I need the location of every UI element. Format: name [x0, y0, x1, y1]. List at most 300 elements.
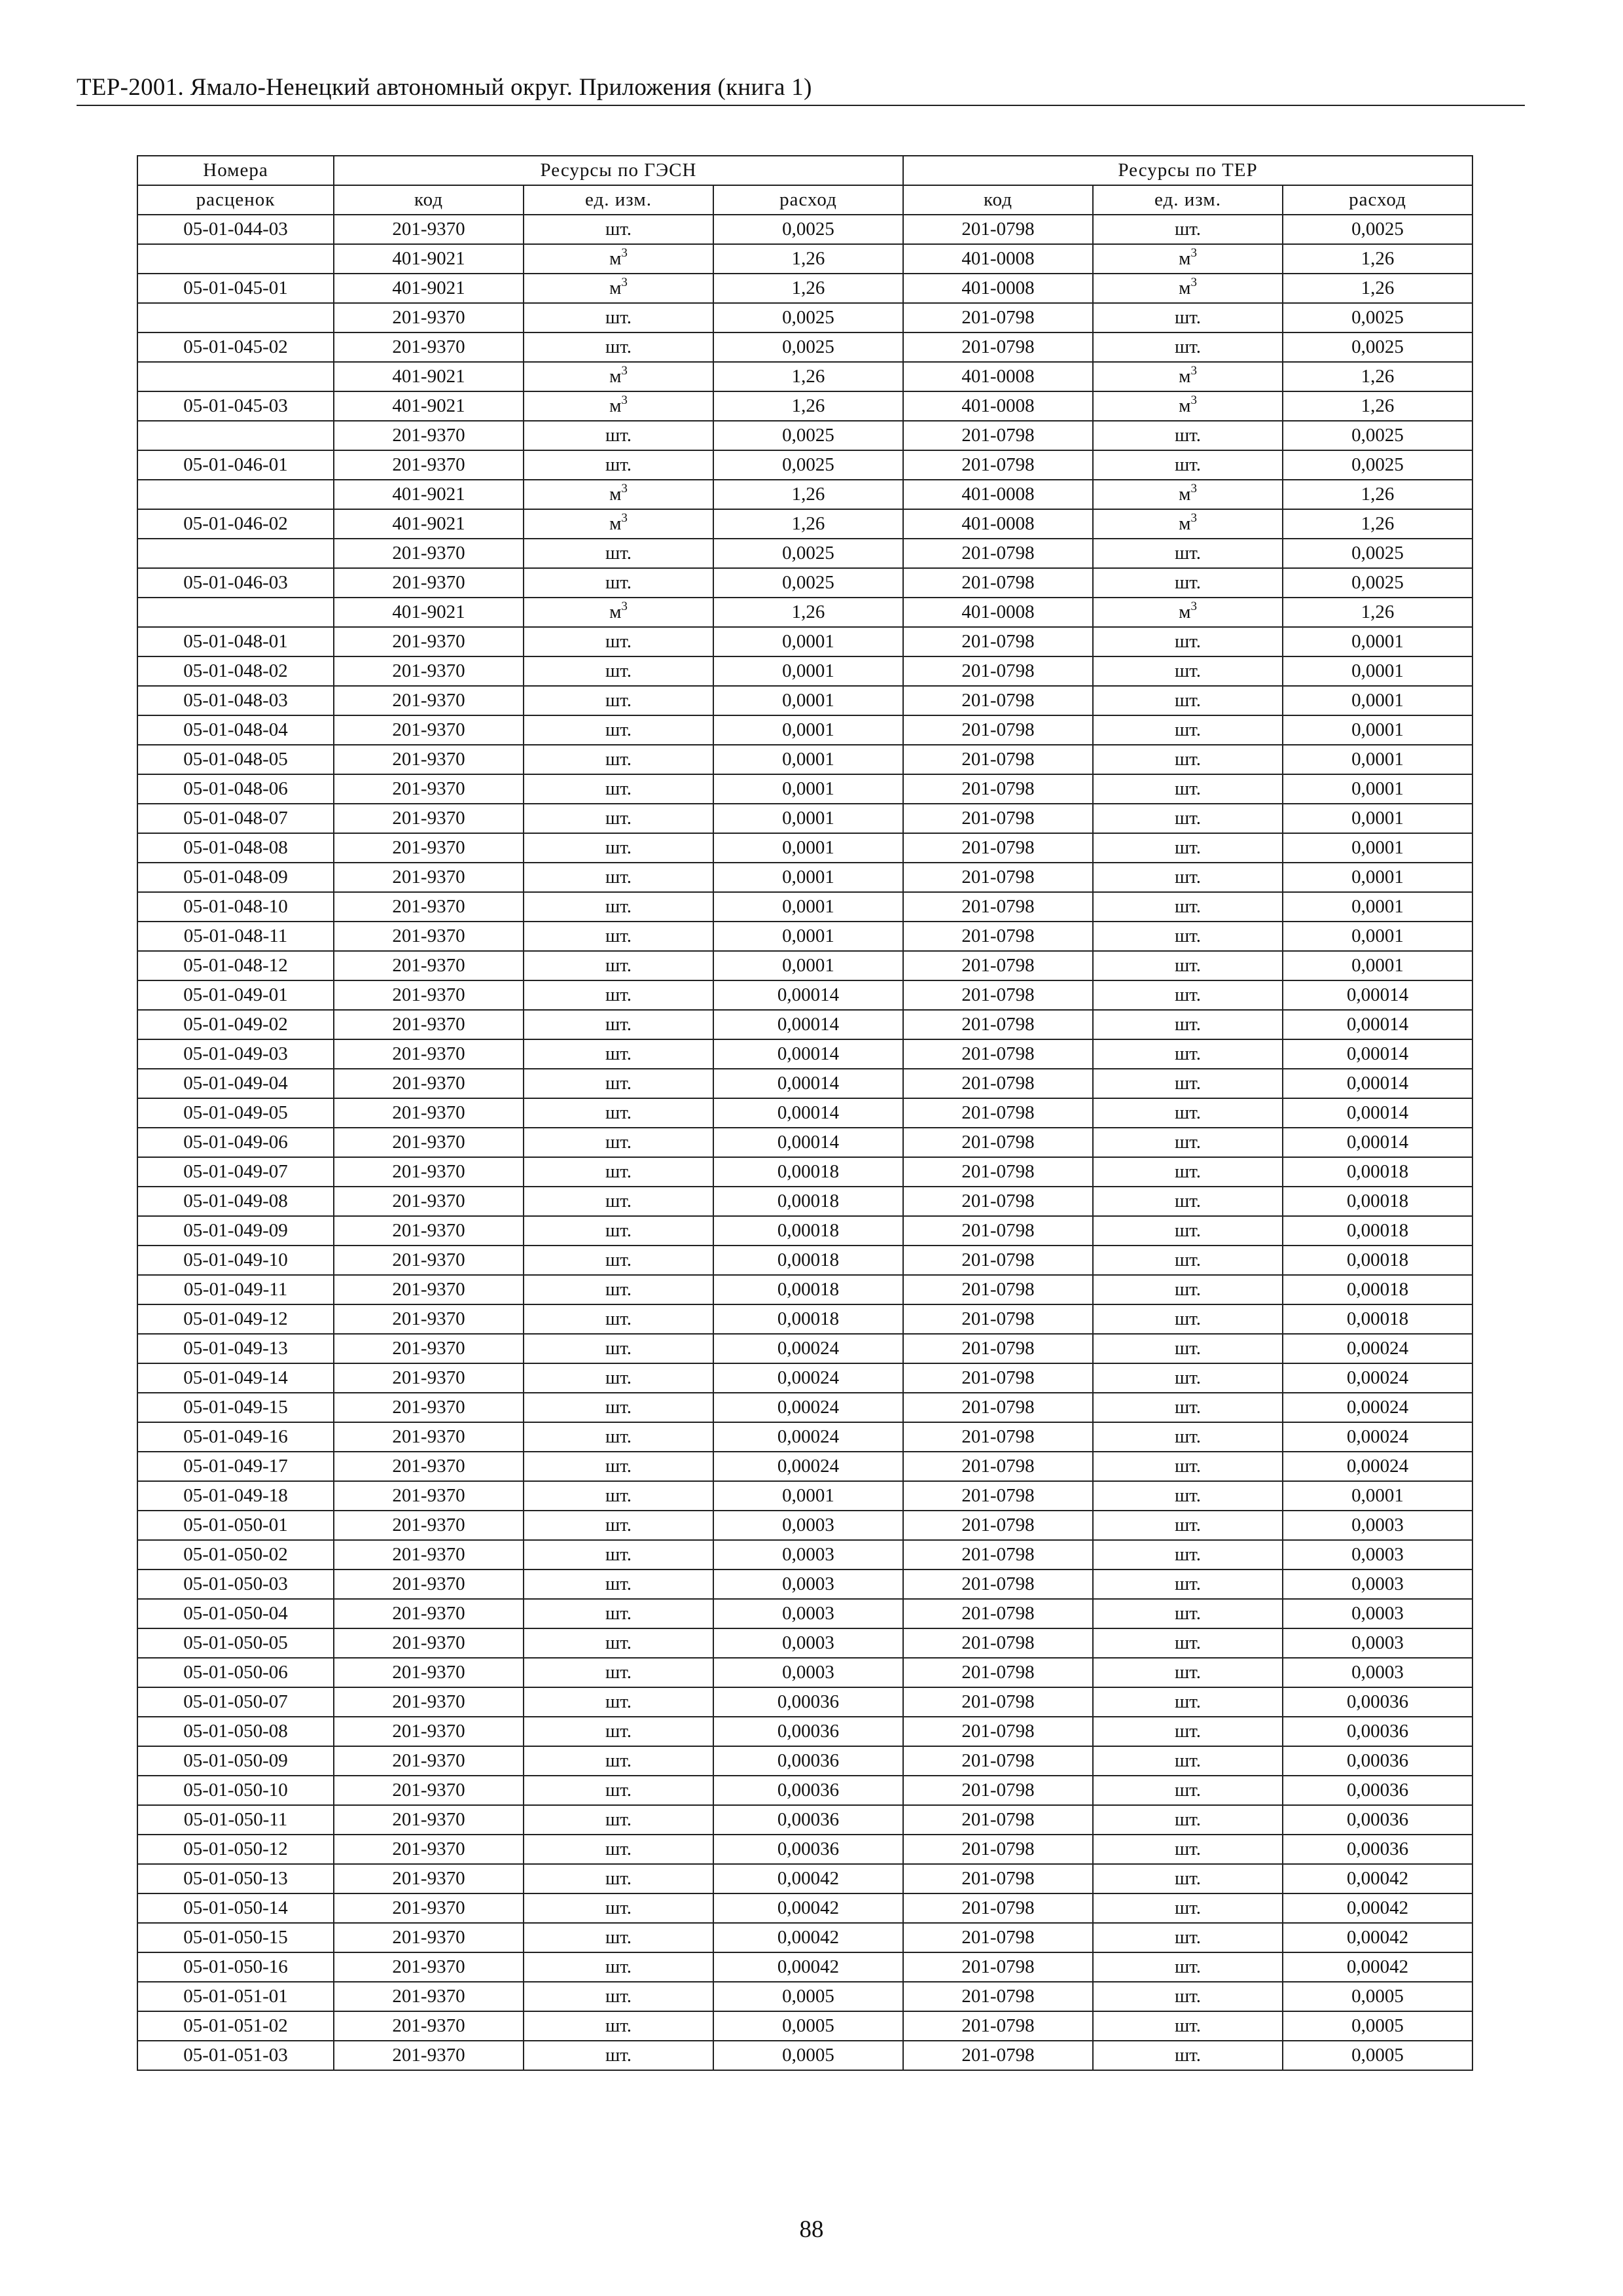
ter-code-cell: 201-0798 — [903, 1187, 1093, 1216]
rate-number-cell — [137, 480, 334, 509]
gesn-amount-cell: 1,26 — [713, 509, 903, 539]
ter-unit-cell: $м^3$ — [1093, 391, 1283, 421]
gesn-amount-cell: 0,00014 — [713, 1069, 903, 1098]
header-ter-unit: ед. изм. — [1093, 185, 1283, 215]
table-row — [137, 1157, 1472, 1187]
gesn-amount-cell: 0,0001 — [713, 715, 903, 745]
ter-amount-cell: 0,00018 — [1283, 1304, 1472, 1334]
ter-unit-cell: шт. — [1093, 568, 1283, 598]
gesn-amount-cell: 0,0005 — [713, 1982, 903, 2011]
rate-number-cell: 05-01-048-01 — [137, 627, 334, 656]
ter-amount-cell: 0,00024 — [1283, 1334, 1472, 1363]
gesn-unit-cell: шт. — [524, 1864, 713, 1893]
gesn-amount-cell: 0,00018 — [713, 1275, 903, 1304]
ter-code-cell: 201-0798 — [903, 656, 1093, 686]
ter-amount-cell: 1,26 — [1283, 244, 1472, 274]
ter-code-cell: 201-0798 — [903, 1717, 1093, 1746]
ter-code-cell: 201-0798 — [903, 1039, 1093, 1069]
ter-amount-cell: 0,00036 — [1283, 1805, 1472, 1835]
rate-number-cell: 05-01-048-03 — [137, 686, 334, 715]
gesn-amount-cell: 0,00036 — [713, 1717, 903, 1746]
ter-unit-cell: шт. — [1093, 1304, 1283, 1334]
gesn-amount-cell: 0,0001 — [713, 745, 903, 774]
ter-amount-cell: 0,00024 — [1283, 1452, 1472, 1481]
table-row — [137, 1246, 1472, 1275]
gesn-code-cell: 201-9370 — [334, 1334, 524, 1363]
ter-code-cell: 201-0798 — [903, 863, 1093, 892]
rate-number-cell: 05-01-049-15 — [137, 1393, 334, 1422]
ter-amount-cell: 0,00014 — [1283, 1069, 1472, 1098]
gesn-unit-cell: шт. — [524, 1481, 713, 1511]
ter-unit-cell: шт. — [1093, 1952, 1283, 1982]
ter-unit-cell: шт. — [1093, 1628, 1283, 1658]
gesn-code-cell: 201-9370 — [334, 715, 524, 745]
gesn-unit-cell: шт. — [524, 1540, 713, 1570]
gesn-amount-cell: 0,0003 — [713, 1658, 903, 1687]
gesn-amount-cell: 1,26 — [713, 598, 903, 627]
ter-unit-cell: шт. — [1093, 1923, 1283, 1952]
gesn-code-cell: 201-9370 — [334, 1481, 524, 1511]
ter-amount-cell: 0,0025 — [1283, 539, 1472, 568]
ter-unit-cell: шт. — [1093, 745, 1283, 774]
gesn-code-cell: 201-9370 — [334, 804, 524, 833]
table-row — [137, 1717, 1472, 1746]
gesn-code-cell: 401-9021 — [334, 480, 524, 509]
rate-number-cell: 05-01-050-06 — [137, 1658, 334, 1687]
rate-number-cell: 05-01-046-01 — [137, 450, 334, 480]
rate-number-cell: 05-01-049-04 — [137, 1069, 334, 1098]
ter-amount-cell: 0,0003 — [1283, 1540, 1472, 1570]
rate-number-cell: 05-01-050-08 — [137, 1717, 334, 1746]
ter-unit-cell: шт. — [1093, 1511, 1283, 1540]
rate-number-cell: 05-01-050-01 — [137, 1511, 334, 1540]
gesn-amount-cell: 1,26 — [713, 362, 903, 391]
ter-amount-cell: 1,26 — [1283, 509, 1472, 539]
ter-unit-cell: шт. — [1093, 1098, 1283, 1128]
ter-unit-cell: шт. — [1093, 2011, 1283, 2041]
ter-unit-cell: шт. — [1093, 1540, 1283, 1570]
ter-code-cell: 201-0798 — [903, 1511, 1093, 1540]
rate-number-cell: 05-01-049-18 — [137, 1481, 334, 1511]
rate-number-cell: 05-01-049-14 — [137, 1363, 334, 1393]
ter-unit-cell: шт. — [1093, 1746, 1283, 1776]
gesn-code-cell: 201-9370 — [334, 1658, 524, 1687]
table-row — [137, 509, 1472, 539]
table-row — [137, 1805, 1472, 1835]
table-row — [137, 863, 1472, 892]
gesn-amount-cell: 0,0003 — [713, 1540, 903, 1570]
ter-unit-cell: шт. — [1093, 1570, 1283, 1599]
rate-number-cell: 05-01-048-02 — [137, 656, 334, 686]
gesn-code-cell: 201-9370 — [334, 1393, 524, 1422]
ter-amount-cell: 0,00036 — [1283, 1687, 1472, 1717]
gesn-code-cell: 201-9370 — [334, 1422, 524, 1452]
ter-unit-cell: $м^3$ — [1093, 244, 1283, 274]
gesn-unit-cell: шт. — [524, 1570, 713, 1599]
ter-unit-cell: шт. — [1093, 892, 1283, 922]
gesn-unit-cell: шт. — [524, 1334, 713, 1363]
gesn-amount-cell: 0,0001 — [713, 656, 903, 686]
gesn-unit-cell: шт. — [524, 1010, 713, 1039]
ter-unit-cell: $м^3$ — [1093, 509, 1283, 539]
ter-amount-cell: 0,0001 — [1283, 715, 1472, 745]
gesn-amount-cell: 0,00014 — [713, 1128, 903, 1157]
ter-code-cell: 201-0798 — [903, 1923, 1093, 1952]
gesn-amount-cell: 1,26 — [713, 391, 903, 421]
table-body — [137, 215, 1472, 2070]
table-row — [137, 892, 1472, 922]
gesn-code-cell: 201-9370 — [334, 1864, 524, 1893]
rate-number-cell: 05-01-048-09 — [137, 863, 334, 892]
rate-number-cell — [137, 539, 334, 568]
ter-code-cell: 201-0798 — [903, 1805, 1093, 1835]
rate-number-cell: 05-01-049-09 — [137, 1216, 334, 1246]
table-row — [137, 421, 1472, 450]
gesn-code-cell: 401-9021 — [334, 391, 524, 421]
rate-number-cell: 05-01-050-13 — [137, 1864, 334, 1893]
gesn-unit-cell: шт. — [524, 892, 713, 922]
gesn-code-cell: 201-9370 — [334, 951, 524, 980]
gesn-unit-cell: шт. — [524, 1893, 713, 1923]
ter-amount-cell: 0,00036 — [1283, 1746, 1472, 1776]
gesn-code-cell: 201-9370 — [334, 922, 524, 951]
rate-number-cell: 05-01-048-12 — [137, 951, 334, 980]
gesn-amount-cell: 0,00024 — [713, 1393, 903, 1422]
table-row — [137, 1628, 1472, 1658]
gesn-unit-cell: шт. — [524, 2041, 713, 2070]
header-ter-resources: Ресурсы по ТЕР — [903, 156, 1472, 185]
table-row — [137, 774, 1472, 804]
ter-amount-cell: 0,00018 — [1283, 1157, 1472, 1187]
ter-unit-cell: $м^3$ — [1093, 362, 1283, 391]
gesn-code-cell: 201-9370 — [334, 1776, 524, 1805]
ter-unit-cell: шт. — [1093, 303, 1283, 332]
gesn-amount-cell: 0,0003 — [713, 1511, 903, 1540]
header-ter-code: код — [903, 185, 1093, 215]
gesn-amount-cell: 0,0001 — [713, 627, 903, 656]
resources-table — [137, 155, 1473, 2071]
rate-number-cell: 05-01-050-03 — [137, 1570, 334, 1599]
ter-code-cell: 201-0798 — [903, 1570, 1093, 1599]
table-row — [137, 1187, 1472, 1216]
gesn-unit-cell: шт. — [524, 2011, 713, 2041]
ter-amount-cell: 0,0001 — [1283, 863, 1472, 892]
ter-amount-cell: 0,00036 — [1283, 1776, 1472, 1805]
ter-code-cell: 201-0798 — [903, 421, 1093, 450]
gesn-unit-cell: шт. — [524, 774, 713, 804]
ter-unit-cell: шт. — [1093, 1157, 1283, 1187]
ter-code-cell: 201-0798 — [903, 1393, 1093, 1422]
gesn-code-cell: 401-9021 — [334, 509, 524, 539]
ter-unit-cell: шт. — [1093, 539, 1283, 568]
table-row — [137, 215, 1472, 244]
gesn-unit-cell: шт. — [524, 1363, 713, 1393]
gesn-code-cell: 201-9370 — [334, 1923, 524, 1952]
table-row — [137, 745, 1472, 774]
ter-amount-cell: 0,00018 — [1283, 1246, 1472, 1275]
rate-number-cell: 05-01-050-02 — [137, 1540, 334, 1570]
ter-code-cell: 201-0798 — [903, 1687, 1093, 1717]
gesn-unit-cell: шт. — [524, 1098, 713, 1128]
gesn-code-cell: 201-9370 — [334, 980, 524, 1010]
ter-code-cell: 201-0798 — [903, 450, 1093, 480]
ter-unit-cell: шт. — [1093, 421, 1283, 450]
gesn-code-cell: 201-9370 — [334, 627, 524, 656]
gesn-unit-cell: шт. — [524, 863, 713, 892]
ter-code-cell: 201-0798 — [903, 1334, 1093, 1363]
ter-amount-cell: 0,00018 — [1283, 1275, 1472, 1304]
ter-code-cell: 401-0008 — [903, 480, 1093, 509]
gesn-code-cell: 201-9370 — [334, 303, 524, 332]
gesn-unit-cell: шт. — [524, 656, 713, 686]
gesn-unit-cell: шт. — [524, 1717, 713, 1746]
ter-code-cell: 201-0798 — [903, 1098, 1093, 1128]
gesn-amount-cell: 0,00024 — [713, 1334, 903, 1363]
ter-amount-cell: 0,00024 — [1283, 1393, 1472, 1422]
table-row — [137, 1864, 1472, 1893]
gesn-unit-cell: шт. — [524, 1422, 713, 1452]
ter-code-cell: 201-0798 — [903, 1246, 1093, 1275]
ter-unit-cell: шт. — [1093, 1452, 1283, 1481]
gesn-amount-cell: 0,00042 — [713, 1952, 903, 1982]
page-number: 88 — [799, 2216, 824, 2243]
ter-amount-cell: 0,0025 — [1283, 568, 1472, 598]
ter-amount-cell: 0,00042 — [1283, 1893, 1472, 1923]
gesn-amount-cell: 0,00014 — [713, 1010, 903, 1039]
table-row — [137, 480, 1472, 509]
table-row — [137, 1216, 1472, 1246]
ter-code-cell: 201-0798 — [903, 568, 1093, 598]
gesn-unit-cell: $м^3$ — [524, 598, 713, 627]
ter-amount-cell: 1,26 — [1283, 598, 1472, 627]
ter-unit-cell: шт. — [1093, 1363, 1283, 1393]
gesn-amount-cell: 0,0001 — [713, 892, 903, 922]
gesn-amount-cell: 0,00036 — [713, 1776, 903, 1805]
gesn-code-cell: 201-9370 — [334, 332, 524, 362]
rate-number-cell: 05-01-050-10 — [137, 1776, 334, 1805]
ter-amount-cell: 0,0003 — [1283, 1570, 1472, 1599]
gesn-unit-cell: шт. — [524, 686, 713, 715]
table-row — [137, 391, 1472, 421]
gesn-code-cell: 201-9370 — [334, 686, 524, 715]
ter-amount-cell: 0,00014 — [1283, 980, 1472, 1010]
ter-unit-cell: шт. — [1093, 1893, 1283, 1923]
header-gesn-amount: расход — [713, 185, 903, 215]
ter-amount-cell: 0,0003 — [1283, 1628, 1472, 1658]
gesn-unit-cell: шт. — [524, 539, 713, 568]
ter-amount-cell: 1,26 — [1283, 274, 1472, 303]
ter-unit-cell: шт. — [1093, 833, 1283, 863]
table-row — [137, 1511, 1472, 1540]
gesn-unit-cell: шт. — [524, 1157, 713, 1187]
ter-amount-cell: 0,00014 — [1283, 1098, 1472, 1128]
table-row — [137, 2041, 1472, 2070]
ter-amount-cell: 0,00042 — [1283, 1952, 1472, 1982]
gesn-amount-cell: 0,00024 — [713, 1363, 903, 1393]
gesn-code-cell: 401-9021 — [334, 598, 524, 627]
ter-amount-cell: 0,0001 — [1283, 627, 1472, 656]
gesn-code-cell: 201-9370 — [334, 1952, 524, 1982]
ter-code-cell: 401-0008 — [903, 391, 1093, 421]
gesn-code-cell: 201-9370 — [334, 1746, 524, 1776]
ter-amount-cell: 0,0025 — [1283, 450, 1472, 480]
gesn-unit-cell: шт. — [524, 922, 713, 951]
ter-code-cell: 201-0798 — [903, 1422, 1093, 1452]
gesn-unit-cell: шт. — [524, 627, 713, 656]
rate-number-cell: 05-01-048-04 — [137, 715, 334, 745]
table-row — [137, 1599, 1472, 1628]
ter-code-cell: 201-0798 — [903, 1952, 1093, 1982]
ter-unit-cell: шт. — [1093, 1864, 1283, 1893]
rate-number-cell: 05-01-048-10 — [137, 892, 334, 922]
resources-table-wrapper — [137, 155, 1467, 2071]
rate-number-cell: 05-01-044-03 — [137, 215, 334, 244]
gesn-unit-cell: шт. — [524, 303, 713, 332]
gesn-code-cell: 201-9370 — [334, 1570, 524, 1599]
ter-code-cell: 201-0798 — [903, 1893, 1093, 1923]
gesn-unit-cell: $м^3$ — [524, 244, 713, 274]
gesn-amount-cell: 0,0025 — [713, 450, 903, 480]
table-row — [137, 2011, 1472, 2041]
table-row — [137, 1835, 1472, 1864]
gesn-amount-cell: 0,00042 — [713, 1893, 903, 1923]
table-row — [137, 1923, 1472, 1952]
rate-number-cell: 05-01-050-14 — [137, 1893, 334, 1923]
ter-amount-cell: 0,0001 — [1283, 922, 1472, 951]
rate-number-cell: 05-01-050-04 — [137, 1599, 334, 1628]
gesn-code-cell: 201-9370 — [334, 1599, 524, 1628]
header-rate-numbers-line2: расценок — [137, 185, 334, 215]
rate-number-cell: 05-01-051-02 — [137, 2011, 334, 2041]
gesn-code-cell: 201-9370 — [334, 421, 524, 450]
ter-unit-cell: шт. — [1093, 1187, 1283, 1216]
gesn-unit-cell: шт. — [524, 1393, 713, 1422]
ter-unit-cell: шт. — [1093, 1069, 1283, 1098]
rate-number-cell: 05-01-049-06 — [137, 1128, 334, 1157]
rate-number-cell — [137, 362, 334, 391]
ter-amount-cell: 0,0001 — [1283, 745, 1472, 774]
gesn-amount-cell: 0,0003 — [713, 1628, 903, 1658]
rate-number-cell: 05-01-045-02 — [137, 332, 334, 362]
gesn-amount-cell: 0,00018 — [713, 1157, 903, 1187]
rate-number-cell: 05-01-050-07 — [137, 1687, 334, 1717]
gesn-unit-cell: шт. — [524, 1805, 713, 1835]
gesn-unit-cell: шт. — [524, 833, 713, 863]
gesn-unit-cell: шт. — [524, 1128, 713, 1157]
table-row — [137, 1275, 1472, 1304]
ter-amount-cell: 0,0003 — [1283, 1658, 1472, 1687]
ter-unit-cell: шт. — [1093, 656, 1283, 686]
ter-unit-cell: шт. — [1093, 774, 1283, 804]
rate-number-cell — [137, 244, 334, 274]
table-row — [137, 1069, 1472, 1098]
ter-code-cell: 201-0798 — [903, 1304, 1093, 1334]
ter-code-cell: 201-0798 — [903, 1069, 1093, 1098]
ter-unit-cell: шт. — [1093, 951, 1283, 980]
ter-amount-cell: 0,0005 — [1283, 2011, 1472, 2041]
gesn-amount-cell: 0,0025 — [713, 332, 903, 362]
ter-code-cell: 201-0798 — [903, 1452, 1093, 1481]
gesn-unit-cell: шт. — [524, 1304, 713, 1334]
gesn-unit-cell: шт. — [524, 1069, 713, 1098]
table-row — [137, 1452, 1472, 1481]
gesn-code-cell: 201-9370 — [334, 863, 524, 892]
ter-code-cell: 201-0798 — [903, 627, 1093, 656]
gesn-unit-cell: шт. — [524, 1982, 713, 2011]
table-row — [137, 1952, 1472, 1982]
table-row — [137, 686, 1472, 715]
ter-code-cell: 201-0798 — [903, 980, 1093, 1010]
gesn-amount-cell: 0,00018 — [713, 1304, 903, 1334]
ter-amount-cell: 0,0025 — [1283, 303, 1472, 332]
gesn-code-cell: 201-9370 — [334, 1098, 524, 1128]
rate-number-cell: 05-01-048-11 — [137, 922, 334, 951]
ter-code-cell: 201-0798 — [903, 892, 1093, 922]
ter-code-cell: 201-0798 — [903, 1157, 1093, 1187]
ter-unit-cell: $м^3$ — [1093, 274, 1283, 303]
ter-unit-cell: шт. — [1093, 1805, 1283, 1835]
rate-number-cell — [137, 303, 334, 332]
ter-unit-cell: шт. — [1093, 1717, 1283, 1746]
ter-amount-cell: 0,00042 — [1283, 1864, 1472, 1893]
ter-amount-cell: 0,0001 — [1283, 1481, 1472, 1511]
gesn-unit-cell: шт. — [524, 1687, 713, 1717]
ter-unit-cell: шт. — [1093, 1216, 1283, 1246]
ter-code-cell: 201-0798 — [903, 1776, 1093, 1805]
gesn-code-cell: 201-9370 — [334, 892, 524, 922]
ter-code-cell: 201-0798 — [903, 951, 1093, 980]
table-row — [137, 539, 1472, 568]
ter-unit-cell: шт. — [1093, 1658, 1283, 1687]
gesn-unit-cell: шт. — [524, 951, 713, 980]
ter-code-cell: 401-0008 — [903, 509, 1093, 539]
ter-code-cell: 201-0798 — [903, 1481, 1093, 1511]
ter-amount-cell: 1,26 — [1283, 391, 1472, 421]
gesn-code-cell: 201-9370 — [334, 1246, 524, 1275]
gesn-amount-cell: 0,0005 — [713, 2011, 903, 2041]
gesn-code-cell: 201-9370 — [334, 1069, 524, 1098]
table-row — [137, 1363, 1472, 1393]
table-row — [137, 303, 1472, 332]
ter-code-cell: 201-0798 — [903, 303, 1093, 332]
rate-number-cell: 05-01-050-09 — [137, 1746, 334, 1776]
ter-code-cell: 401-0008 — [903, 362, 1093, 391]
header-gesn-unit: ед. изм. — [524, 185, 713, 215]
gesn-unit-cell: шт. — [524, 1452, 713, 1481]
ter-amount-cell: 0,0001 — [1283, 951, 1472, 980]
ter-amount-cell: 0,0001 — [1283, 804, 1472, 833]
table-row — [137, 568, 1472, 598]
ter-code-cell: 401-0008 — [903, 274, 1093, 303]
gesn-unit-cell: шт. — [524, 1275, 713, 1304]
table-row — [137, 1570, 1472, 1599]
gesn-amount-cell: 0,00018 — [713, 1216, 903, 1246]
ter-unit-cell: шт. — [1093, 627, 1283, 656]
rate-number-cell — [137, 421, 334, 450]
gesn-amount-cell: 0,00042 — [713, 1923, 903, 1952]
ter-unit-cell: шт. — [1093, 332, 1283, 362]
table-header — [137, 156, 1472, 215]
ter-amount-cell: 1,26 — [1283, 362, 1472, 391]
ter-amount-cell: 0,00018 — [1283, 1187, 1472, 1216]
gesn-unit-cell: шт. — [524, 1776, 713, 1805]
rate-number-cell: 05-01-050-05 — [137, 1628, 334, 1658]
gesn-amount-cell: 0,0001 — [713, 863, 903, 892]
ter-unit-cell: шт. — [1093, 1039, 1283, 1069]
ter-code-cell: 201-0798 — [903, 1746, 1093, 1776]
gesn-code-cell: 201-9370 — [334, 1982, 524, 2011]
ter-unit-cell: $м^3$ — [1093, 480, 1283, 509]
